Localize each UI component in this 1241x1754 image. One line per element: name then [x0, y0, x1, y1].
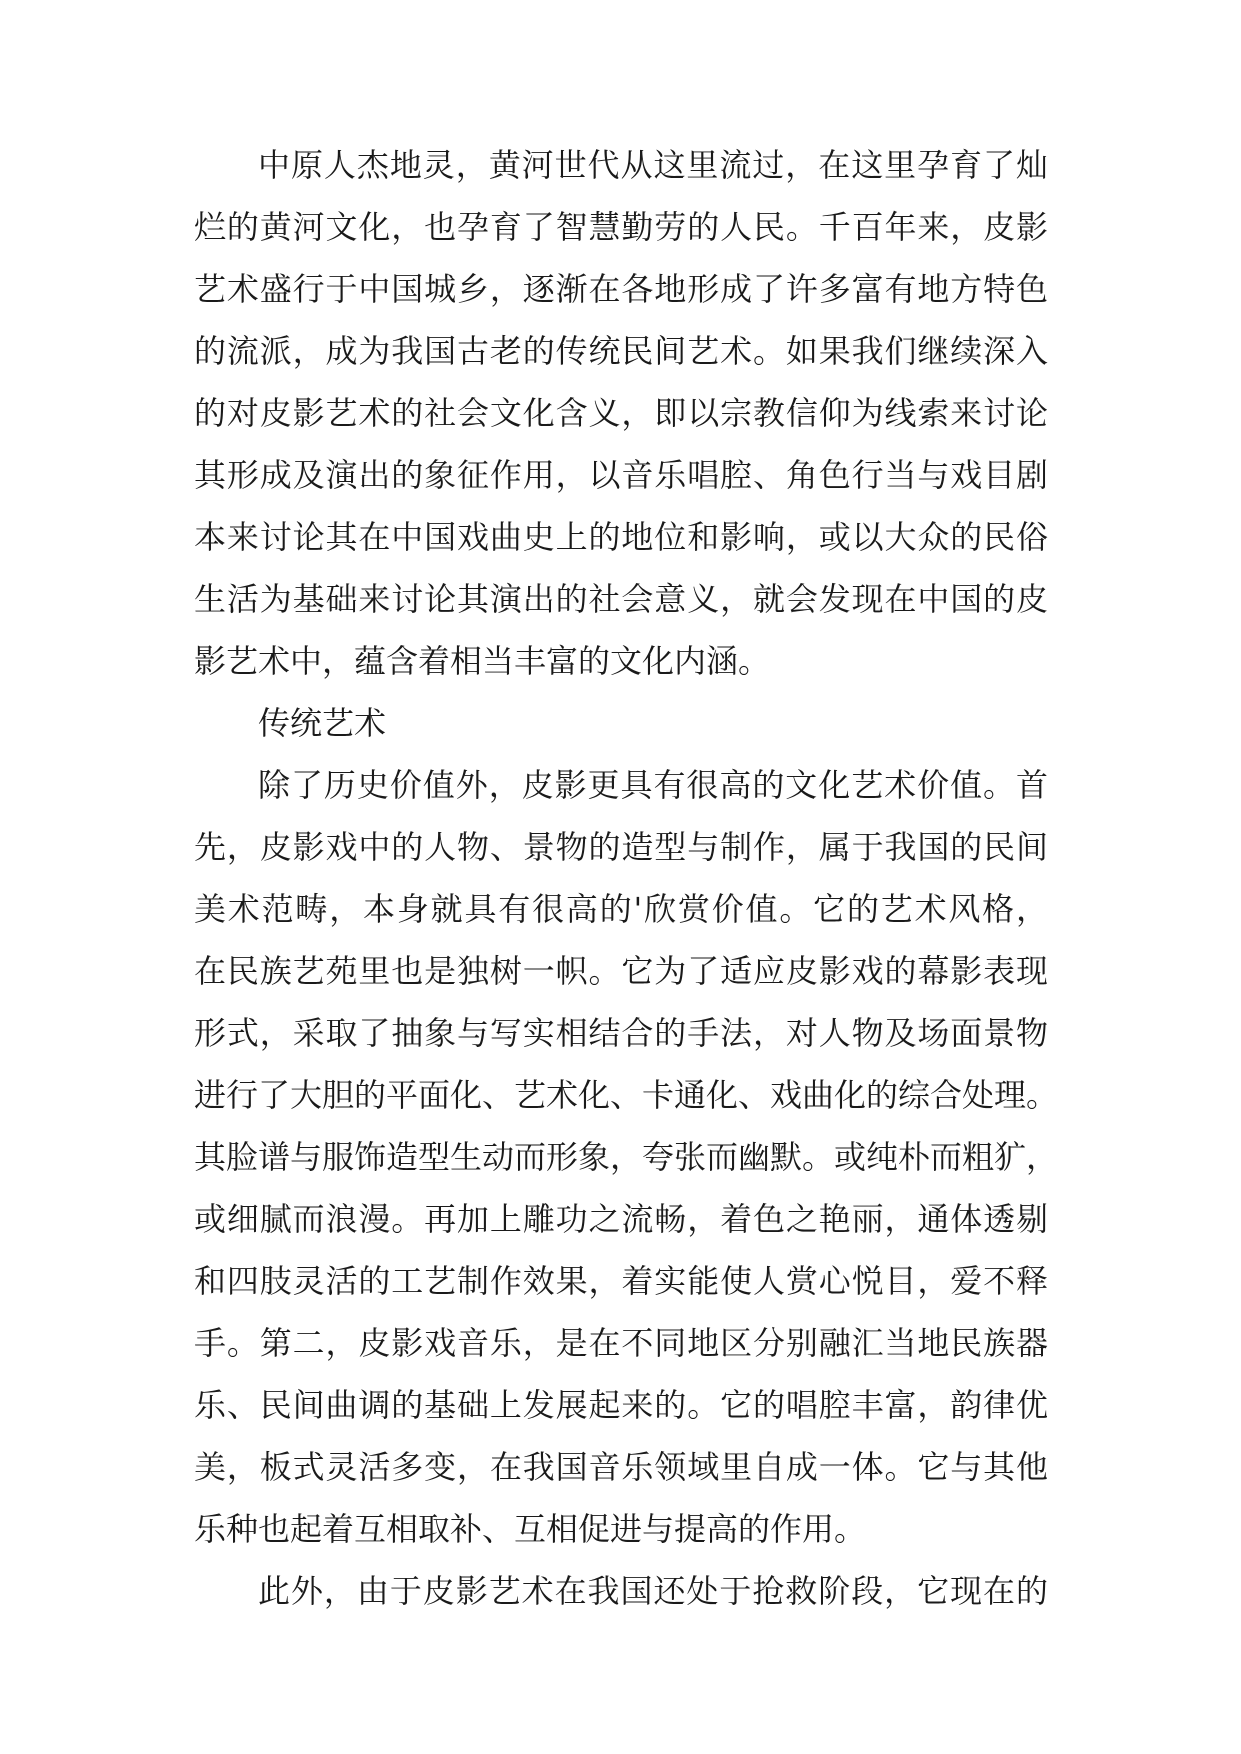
paragraph-1-line-2: 烂的黄河文化，也孕育了智慧勤劳的人民。千百年来，皮影	[194, 208, 1048, 246]
paragraph-1-line-1: 中原人杰地灵，黄河世代从这里流过，在这里孕育了灿	[258, 146, 1048, 184]
paragraph-2-line-3: 美术范畴，本身就具有很高的'欣赏价值。它的艺术风格，	[194, 890, 1048, 928]
paragraph-1-line-3: 艺术盛行于中国城乡，逐渐在各地形成了许多富有地方特色	[194, 270, 1048, 308]
paragraph-2-line-13: 乐种也起着互相取补、互相促进与提高的作用。	[194, 1510, 867, 1548]
paragraph-1-line-8: 生活为基础来讨论其演出的社会意义，就会发现在中国的皮	[194, 580, 1048, 618]
paragraph-2-line-9: 和四肢灵活的工艺制作效果，着实能使人赏心悦目，爱不释	[194, 1262, 1048, 1300]
paragraph-2-line-1: 除了历史价值外，皮影更具有很高的文化艺术价值。首	[258, 766, 1048, 804]
paragraph-2-line-11: 乐、民间曲调的基础上发展起来的。它的唱腔丰富，韵律优	[194, 1386, 1048, 1424]
paragraph-2-line-2: 先，皮影戏中的人物、景物的造型与制作，属于我国的民间	[194, 828, 1048, 866]
paragraph-2-line-12: 美，板式灵活多变，在我国音乐领域里自成一体。它与其他	[194, 1448, 1048, 1486]
paragraph-1-line-7: 本来讨论其在中国戏曲史上的地位和影响，或以大众的民俗	[194, 518, 1048, 556]
paragraph-2-line-7: 其脸谱与服饰造型生动而形象，夸张而幽默。或纯朴而粗犷，	[194, 1138, 1059, 1176]
paragraph-2-line-5: 形式，采取了抽象与写实相结合的手法，对人物及场面景物	[194, 1014, 1048, 1052]
paragraph-2-line-10: 手。第二，皮影戏音乐，是在不同地区分别融汇当地民族器	[194, 1324, 1048, 1362]
paragraph-2-line-6: 进行了大胆的平面化、艺术化、卡通化、戏曲化的综合处理。	[194, 1076, 1059, 1114]
paragraph-2-line-8: 或细腻而浪漫。再加上雕功之流畅，着色之艳丽，通体透剔	[194, 1200, 1048, 1238]
paragraph-1-line-5: 的对皮影艺术的社会文化含义，即以宗教信仰为线索来讨论	[194, 394, 1048, 432]
paragraph-2-line-4: 在民族艺苑里也是独树一帜。它为了适应皮影戏的幕影表现	[194, 952, 1048, 990]
paragraph-1-line-9: 影艺术中，蕴含着相当丰富的文化内涵。	[194, 642, 771, 680]
paragraph-3-line-1: 此外，由于皮影艺术在我国还处于抢救阶段，它现在的	[258, 1572, 1048, 1610]
paragraph-1-line-6: 其形成及演出的象征作用，以音乐唱腔、角色行当与戏目剧	[194, 456, 1048, 494]
paragraph-1-line-4: 的流派，成为我国古老的传统民间艺术。如果我们继续深入	[194, 332, 1048, 370]
section-heading: 传统艺术	[258, 704, 387, 742]
